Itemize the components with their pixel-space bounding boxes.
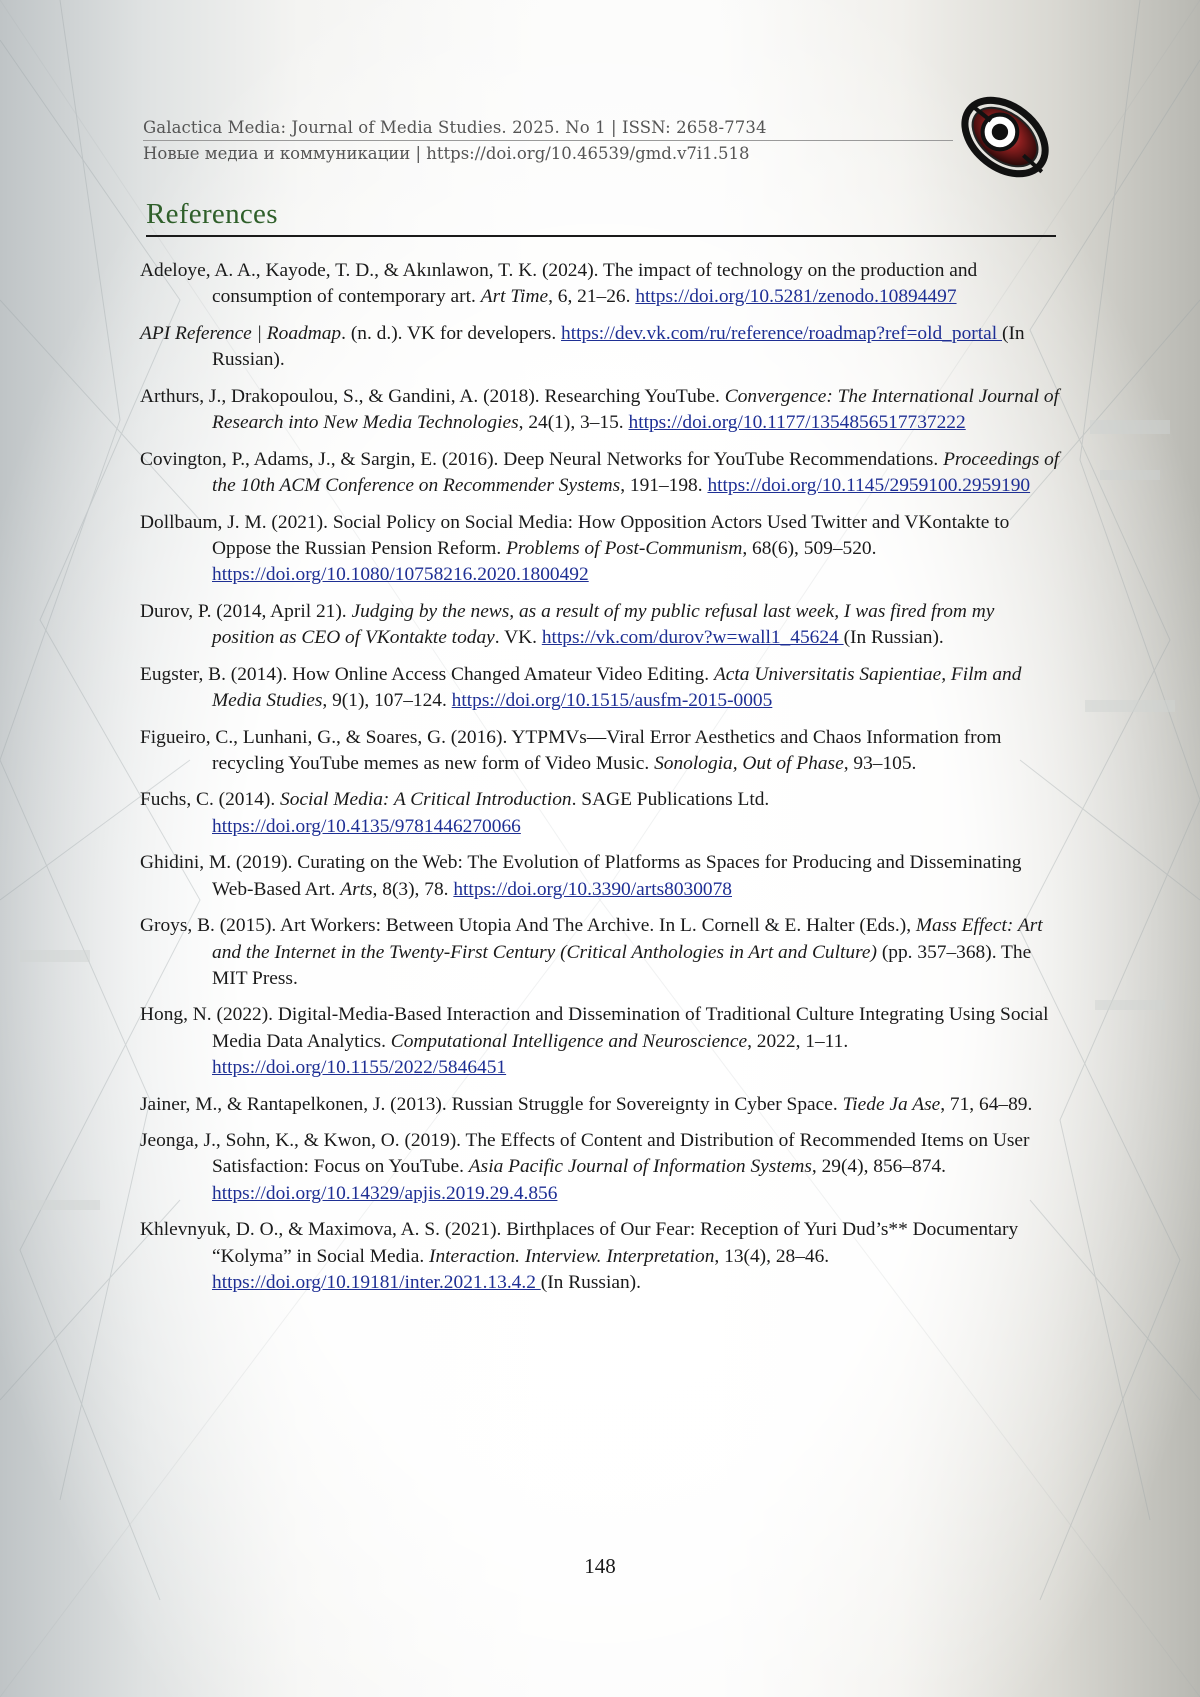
reference-item [140,1002,1060,1081]
reference-item [140,913,1060,992]
reference-link[interactable]: https://doi.org/10.1080/10758216.2020.1800492 [212,564,589,586]
reference-text: Eugster, B. (2014). How Online Access Changed Amateur Video Editing. [140,663,714,685]
reference-text: Ghidini, M. (2019). Curating on the Web: The Evolution of Platforms as Spaces for Producing and Disseminating Web-Based Art. [140,852,1022,900]
reference-link[interactable]: https://doi.org/10.1515/ausfm-2015-0005 [451,689,773,711]
reference-details: , 24(1), 3–15. [518,412,629,434]
section-title: References [146,198,278,230]
page-number: 148 [584,1554,616,1578]
reference-item [140,384,1060,437]
reference-source: Interaction. Interview. Interpretation [429,1245,715,1267]
journal-header [143,118,973,163]
reference-source: Mass Effect: Art and the Internet in the Twenty-First Century (Critical Anthologies in Art and Culture) [212,915,1043,963]
reference-details: . SAGE Publications Ltd. [571,789,770,811]
reference-text: Covington, P., Adams, J., & Sargin, E. (2016). Deep Neural Networks for YouTube Recommendations. [140,448,944,470]
reference-details: , 9(1), 107–124. [322,689,452,711]
reference-link[interactable]: https://doi.org/10.14329/apjis.2019.29.4.856 [212,1182,558,1204]
reference-details: , 8(3), 78. [372,878,454,900]
reference-details: , 93–105. [843,752,917,774]
reference-item [140,1128,1060,1207]
reference-item [140,1092,1060,1118]
reference-item [140,1217,1060,1296]
reference-text: Jainer, M., & Rantapelkonen, J. (2013). Russian Struggle for Sovereignty in Cyber Space. [140,1093,843,1115]
reference-text: Khlevnyuk, D. O., & Maximova, A. S. (2021). Birthplaces of Our Fear: Reception of Yuri Dud’s** Documentary “Kolyma” in Social Media. [140,1219,1019,1267]
reference-source: API Reference | Roadmap [140,322,342,344]
reference-text: Dollbaum, J. M. (2021). Social Policy on Social Media: How Opposition Actors Used Twitter and VKontakte to Oppose the Russian Pension Reform. [140,511,1010,559]
reference-link[interactable]: https://dev.vk.com/ru/reference/roadmap?ref=old_portal [561,322,1002,344]
reference-text: Durov, P. (2014, April 21). [140,600,352,622]
reference-details: , 68(6), 509–520. [742,537,877,559]
reference-link[interactable]: https://doi.org/10.1177/1354856517737222 [628,412,966,434]
reference-item [140,662,1060,715]
reference-source: Arts [340,878,373,900]
reference-text: Fuchs, C. (2014). [140,789,281,811]
reference-item [140,850,1060,903]
reference-text: Arthurs, J., Drakopoulou, S., & Gandini, A. (2018). Researching YouTube. [140,385,725,407]
reference-details: , 191–198. [620,474,708,496]
reference-link[interactable]: https://doi.org/10.4135/9781446270066 [212,815,521,837]
journal-logo-icon [952,84,1054,186]
reference-link[interactable]: https://doi.org/10.1155/2022/5846451 [212,1056,507,1078]
reference-text: Jeonga, J., Sohn, K., & Kwon, O. (2019). The Effects of Content and Distribution of Recommended Items on User Satisfaction: Focus on YouTube. [140,1130,1030,1178]
reference-text: Adeloye, A. A., Kayode, T. D., & Akınlawon, T. K. (2024). The impact of technology on the production and consumption of contemporary art. [140,260,978,308]
reference-details: , 71, 64–89. [940,1093,1033,1115]
reference-item [140,447,1060,500]
reference-text: Figueiro, C., Lunhani, G., & Soares, G. (2016). YTPMVs—Viral Error Aesthetics and Chaos Information from recycling YouTube memes as new form of Video Music. [140,726,1002,774]
reference-source: Social Media: A Critical Introduction [280,789,572,811]
journal-subtitle-line: Новые медиа и коммуникации | https://doi.org/10.46539/gmd.v7i1.518 [143,144,750,163]
reference-text: Groys, B. (2015). Art Workers: Between Utopia And The Archive. In L. Cornell & E. Halter (Eds.), [140,915,916,937]
reference-details: , 29(4), 856–874. [811,1156,946,1178]
reference-item [140,321,1060,374]
reference-link[interactable]: https://vk.com/durov?w=wall1_45624 [541,627,844,649]
reference-source: Problems of Post-Communism [506,537,743,559]
reference-details: , 6, 21–26. [548,286,636,308]
reference-details: (pp. 357–368). The MIT Press. [212,941,1032,989]
references-list [140,258,1060,1307]
reference-text: Hong, N. (2022). Digital-Media-Based Interaction and Dissemination of Traditional Culture Integrating Using Social Media Data Analytics. [140,1004,1049,1052]
reference-details: , 13(4), 28–46. [714,1245,830,1267]
reference-item [140,725,1060,778]
reference-source: Proceedings of the 10th ACM Conference on Recommender Systems [212,448,1060,496]
reference-source: Art Time [480,286,549,308]
reference-details: . (n. d.). VK for developers. [341,322,562,344]
reference-link[interactable]: https://doi.org/10.5281/zenodo.10894497 [635,286,957,308]
reference-item [140,787,1060,840]
reference-note: (In Russian). [212,322,1025,371]
reference-source: Computational Intelligence and Neuroscience [390,1030,748,1052]
reference-item [140,258,1060,311]
reference-link[interactable]: https://doi.org/10.19181/inter.2021.13.4.2 [212,1271,541,1293]
reference-item [140,510,1060,589]
reference-note: (In Russian). [843,627,944,649]
reference-source: Judging by the news, as a result of my public refusal last week, I was fired from my position as CEO of VKontakte today [212,600,995,649]
reference-source: Tiede Ja Ase [842,1093,941,1115]
reference-source: Convergence: The International Journal of Research into New Media Technologies [212,385,1060,434]
journal-title-line: Galactica Media: Journal of Media Studies. 2025. No 1 | ISSN: 2658-7734 [143,118,953,141]
reference-link[interactable]: https://doi.org/10.3390/arts8030078 [453,878,732,900]
reference-item [140,599,1060,652]
reference-details: . VK. [494,627,542,649]
reference-details: , 2022, 1–11. [747,1030,849,1052]
reference-note: (In Russian). [540,1271,641,1293]
reference-source: Acta Universitatis Sapientiae, Film and Media Studies [212,663,1022,711]
reference-link[interactable]: https://doi.org/10.1145/2959100.2959190 [707,474,1031,496]
reference-source: Sonologia, Out of Phase [654,752,844,774]
section-divider [146,235,1056,237]
reference-source: Asia Pacific Journal of Information Systems [468,1156,812,1178]
